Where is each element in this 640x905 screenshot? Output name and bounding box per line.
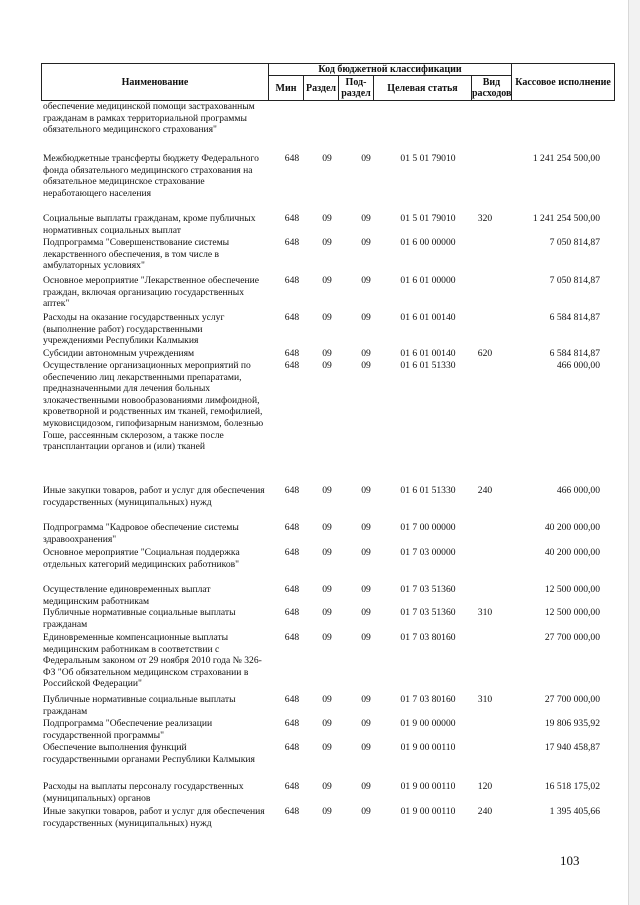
header-amount: Кассовое исполнение — [512, 64, 615, 101]
row-section: 09 — [322, 213, 332, 224]
row-amount: 16 518 175,02 — [544, 781, 600, 792]
row-name: Расходы на выплаты персоналу государственных (муниципальных) органов — [43, 781, 244, 804]
header-name: Наименование — [42, 64, 269, 101]
row-name: обеспечение медицинской помощи застрахованным гражданам в рамках территориальной программы обязательного медицинского страхования" — [43, 101, 255, 136]
row-subsection: 09 — [361, 547, 371, 558]
row-min: 648 — [284, 806, 300, 817]
row-section: 09 — [322, 485, 332, 496]
row-min: 648 — [284, 742, 300, 753]
row-subsection: 09 — [361, 237, 371, 248]
row-subsection: 09 — [361, 632, 371, 643]
row-min: 648 — [284, 547, 300, 558]
header-section: Раздел — [304, 76, 339, 101]
row-target: 01 7 03 80160 — [400, 632, 456, 643]
header-target: Целевая статья — [374, 76, 472, 101]
row-section: 09 — [322, 312, 332, 323]
row-amount: 40 200 000,00 — [544, 522, 600, 533]
header-code-group: Код бюджетной классификации — [269, 64, 512, 76]
row-target: 01 7 03 51360 — [400, 607, 456, 618]
row-subsection: 09 — [361, 742, 371, 753]
row-min: 648 — [284, 632, 300, 643]
row-target: 01 5 01 79010 — [400, 153, 456, 164]
row-section: 09 — [322, 584, 332, 595]
row-min: 648 — [284, 522, 300, 533]
row-expense-type: 310 — [477, 607, 493, 618]
row-amount: 19 806 935,92 — [544, 718, 600, 729]
row-subsection: 09 — [361, 360, 371, 371]
row-target: 01 6 01 00140 — [400, 312, 456, 323]
row-target: 01 9 00 00110 — [400, 806, 456, 817]
row-amount: 1 395 405,66 — [549, 806, 600, 817]
row-section: 09 — [322, 742, 332, 753]
row-name: Публичные нормативные социальные выплаты гражданам — [43, 694, 236, 717]
row-subsection: 09 — [361, 607, 371, 618]
row-name: Иные закупки товаров, работ и услуг для обеспечения государственных (муниципальных) нужд — [43, 806, 265, 829]
row-section: 09 — [322, 547, 332, 558]
row-min: 648 — [284, 607, 300, 618]
row-target: 01 7 03 51360 — [400, 584, 456, 595]
row-expense-type: 240 — [477, 485, 493, 496]
row-min: 648 — [284, 485, 300, 496]
row-section: 09 — [322, 360, 332, 371]
row-amount: 466 000,00 — [556, 360, 600, 371]
row-amount: 6 584 814,87 — [549, 312, 600, 323]
row-section: 09 — [322, 632, 332, 643]
row-section: 09 — [322, 348, 332, 359]
row-name: Единовременные компенсационные выплаты медицинским работникам в соответствии с Федеральным законом от 29 ноября 2010 года № 326-ФЗ "Об обязательном медицинском страховании в Российской Федерации" — [43, 632, 262, 690]
row-name: Подпрограмма "Обеспечение реализации государственной программы" — [43, 718, 213, 741]
row-subsection: 09 — [361, 584, 371, 595]
row-expense-type: 320 — [477, 213, 493, 224]
row-min: 648 — [284, 348, 300, 359]
row-min: 648 — [284, 213, 300, 224]
row-section: 09 — [322, 237, 332, 248]
row-subsection: 09 — [361, 694, 371, 705]
row-subsection: 09 — [361, 275, 371, 286]
row-target: 01 6 00 00000 — [400, 237, 456, 248]
row-amount: 7 050 814,87 — [549, 237, 600, 248]
row-subsection: 09 — [361, 213, 371, 224]
row-amount: 27 700 000,00 — [544, 694, 600, 705]
row-subsection: 09 — [361, 312, 371, 323]
row-target: 01 7 03 80160 — [400, 694, 456, 705]
row-min: 648 — [284, 153, 300, 164]
row-amount: 6 584 814,87 — [549, 348, 600, 359]
row-subsection: 09 — [361, 153, 371, 164]
row-amount: 12 500 000,00 — [544, 607, 600, 618]
row-target: 01 9 00 00110 — [400, 742, 456, 753]
row-amount: 1 241 254 500,00 — [532, 213, 600, 224]
row-section: 09 — [322, 694, 332, 705]
row-min: 648 — [284, 781, 300, 792]
row-target: 01 6 01 51330 — [400, 485, 456, 496]
row-name: Иные закупки товаров, работ и услуг для обеспечения государственных (муниципальных) нужд — [43, 485, 265, 508]
row-name: Публичные нормативные социальные выплаты гражданам — [43, 607, 236, 630]
row-name: Межбюджетные трансферты бюджету Федерального фонда обязательного медицинского страхования на обязательное медицинское страхование неработающего населения — [43, 153, 259, 199]
row-expense-type: 120 — [477, 781, 493, 792]
row-min: 648 — [284, 275, 300, 286]
row-section: 09 — [322, 275, 332, 286]
row-subsection: 09 — [361, 781, 371, 792]
row-subsection: 09 — [361, 522, 371, 533]
row-min: 648 — [284, 584, 300, 595]
row-amount: 1 241 254 500,00 — [532, 153, 600, 164]
row-name: Субсидии автономным учреждениям — [43, 348, 195, 359]
row-expense-type: 620 — [477, 348, 493, 359]
row-name: Основное мероприятие "Социальная поддержка отдельных категорий медицинских работников" — [43, 547, 240, 570]
row-amount: 466 000,00 — [556, 485, 600, 496]
row-subsection: 09 — [361, 806, 371, 817]
row-target: 01 5 01 79010 — [400, 213, 456, 224]
row-name: Расходы на оказание государственных услуг (выполнение работ) государственными учреждениями Республики Калмыкия — [43, 312, 225, 347]
page-number: 103 — [560, 853, 580, 868]
row-amount: 7 050 814,87 — [549, 275, 600, 286]
row-amount: 40 200 000,00 — [544, 547, 600, 558]
row-min: 648 — [284, 694, 300, 705]
row-target: 01 9 00 00000 — [400, 718, 456, 729]
row-amount: 17 940 458,87 — [544, 742, 600, 753]
row-subsection: 09 — [361, 485, 371, 496]
header-subsection: Под-раздел — [339, 76, 374, 101]
row-subsection: 09 — [361, 348, 371, 359]
row-section: 09 — [322, 522, 332, 533]
row-name: Социальные выплаты гражданам, кроме публичных нормативных социальных выплат — [43, 213, 256, 236]
row-name: Подпрограмма "Совершенствование системы лекарственного обеспечения, в том числе в амбулаторных условиях" — [43, 237, 230, 272]
row-target: 01 6 01 51330 — [400, 360, 456, 371]
row-min: 648 — [284, 360, 300, 371]
row-target: 01 9 00 00110 — [400, 781, 456, 792]
row-expense-type: 240 — [477, 806, 493, 817]
row-name: Обеспечение выполнения функций государственными органами Республики Калмыкия — [43, 742, 255, 765]
row-target: 01 7 03 00000 — [400, 547, 456, 558]
row-name: Основное мероприятие "Лекарственное обеспечение граждан, включая организацию государственных аптек" — [43, 275, 260, 310]
row-section: 09 — [322, 781, 332, 792]
row-amount: 27 700 000,00 — [544, 632, 600, 643]
row-section: 09 — [322, 806, 332, 817]
row-min: 648 — [284, 312, 300, 323]
row-target: 01 6 01 00000 — [400, 275, 456, 286]
header-min: Мин — [269, 76, 304, 101]
row-subsection: 09 — [361, 718, 371, 729]
row-name: Осуществление единовременных выплат медицинским работникам — [43, 584, 211, 607]
row-section: 09 — [322, 153, 332, 164]
row-amount: 12 500 000,00 — [544, 584, 600, 595]
row-section: 09 — [322, 718, 332, 729]
row-name: Подпрограмма "Кадровое обеспечение системы здравоохранения" — [43, 522, 239, 545]
row-section: 09 — [322, 607, 332, 618]
row-expense-type: 310 — [477, 694, 493, 705]
row-name: Осуществление организационных мероприятий по обеспечению лиц лекарственными препаратами, предназначенными для лечения больных злокачественными новообразованиями лимфоидной, кроветворной и родственных им тканей, гемофилией, муковисцидозом, гипофизарным нанизмом, болезнью Гоше, рассеянным склерозом, а также после трансплантации органов и (или) тканей — [43, 360, 264, 453]
row-min: 648 — [284, 718, 300, 729]
row-min: 648 — [284, 237, 300, 248]
row-target: 01 6 01 00140 — [400, 348, 456, 359]
row-target: 01 7 00 00000 — [400, 522, 456, 533]
header-expense-type: Вид расходов — [472, 77, 512, 99]
